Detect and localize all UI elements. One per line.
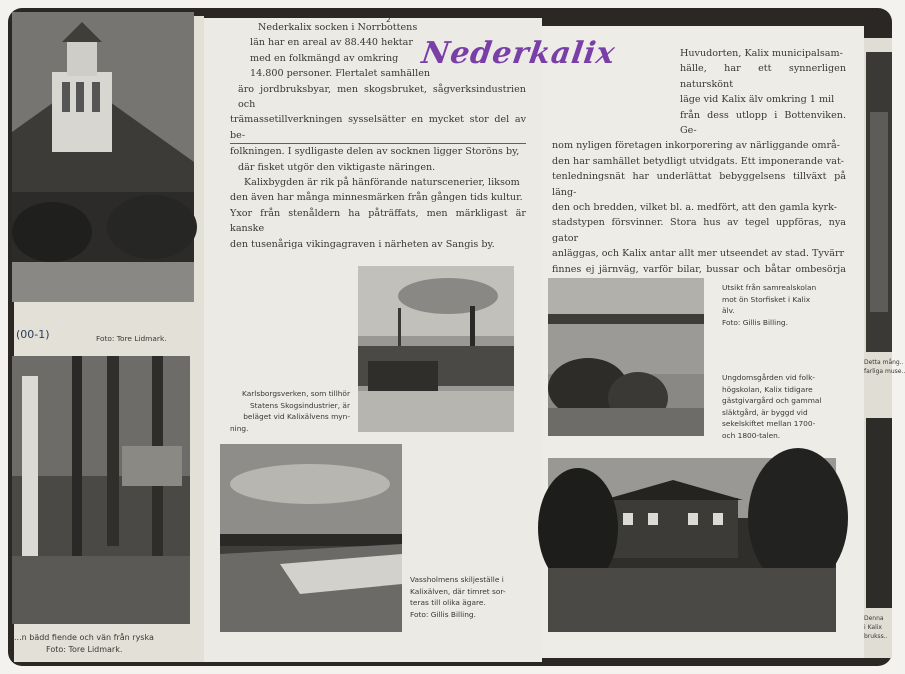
handwritten-title: Nederkalix bbox=[419, 36, 618, 71]
forest-caption: ...n bädd fiende och vän från ryska Foto: Tore Lidmark. bbox=[14, 633, 154, 654]
vassholmen-photo bbox=[220, 444, 402, 632]
right-edge-caption-2: Denna i Kalix brukss.. bbox=[864, 615, 888, 640]
right-edge-caption-1: Detta mång.. farliga muse.. bbox=[864, 359, 905, 375]
right-edge-photo-top bbox=[866, 52, 892, 352]
vassholmen-caption: Vassholmens skiljeställe i Kalixälven, där timret sor- teras till olika ägare. Foto: Gillis Billing. bbox=[410, 575, 506, 619]
brochure-photo bbox=[8, 8, 905, 666]
right-column-text: Huvudorten, Kalix municipalsam- hälle, har ett synnerligen naturskönt läge vid Kalix älv omkring 1 mil från dess utlopp i Bottenviken. Ge- nom nyligen företagen inkorporering av närliggande områ- den har samhället betydligt utvidgats. Ett imponerande vat- tenledningsnät har underlättat bebyggelsens tillväxt på läng- den och bredden, vilket bl. a. medfört, att den gamla kyrk- stadstypen försvinner. Stora hus av tegel uppföras, nya gator anläggas, och Kalix antar allt mer utseendet av stad. Tyvärr finnes ej järnväg, varför bilar, bussar och båtar ombesörja bbox=[552, 48, 846, 275]
karlsborg-caption: Karlsborgsverken, som tillhör Statens Skogsindustrier, är beläget vid Kalixälvens myn- ning. bbox=[230, 389, 350, 433]
ungdomsgarden-photo bbox=[548, 458, 836, 632]
church-caption: Foto: Tore Lidmark. bbox=[96, 334, 167, 343]
karlsborg-photo bbox=[358, 266, 514, 432]
left-column-text: Nederkalix socken i Norrbottens län har en areal av 88.440 hektar med en folkmängd av omkring 14.800 personer. Flertalet samhällen äro jordbruksbyar, men skogsbruket, sågverksindustrien och trämassetillverkningen sysselsätter en mycket stor del av be- folkningen. I sydligaste delen av socknen ligger Storöns by, där fisket utgör den viktigaste näringen. Kalixbygden är rik på hänförande naturscenerier, liksom den även har många minnesmärken från gången tids kultur. Yxor från stenåldern ha påträffats, men märkligast är kanske den tusenåriga vikingagraven i närheten av Sangis by. bbox=[230, 22, 526, 250]
forest-photo bbox=[12, 356, 190, 624]
storfisket-caption: Utsikt från samrealskolan mot ön Storfisket i Kalix älv. Foto: Gillis Billing. bbox=[722, 283, 817, 327]
church-photo bbox=[12, 12, 194, 302]
right-edge-photo-bottom bbox=[866, 418, 892, 608]
page-number: 2 bbox=[386, 15, 391, 24]
ungdomsgarden-caption: Ungdomsgården vid folk- högskolan, Kalix tidigare gästgivargård och gammal släktgård, är byggd vid sekelskiftet mellan 1700- och 1800-talen. bbox=[722, 373, 822, 440]
handwritten-note: (00-1) bbox=[16, 328, 50, 341]
storfisket-photo bbox=[548, 278, 704, 436]
